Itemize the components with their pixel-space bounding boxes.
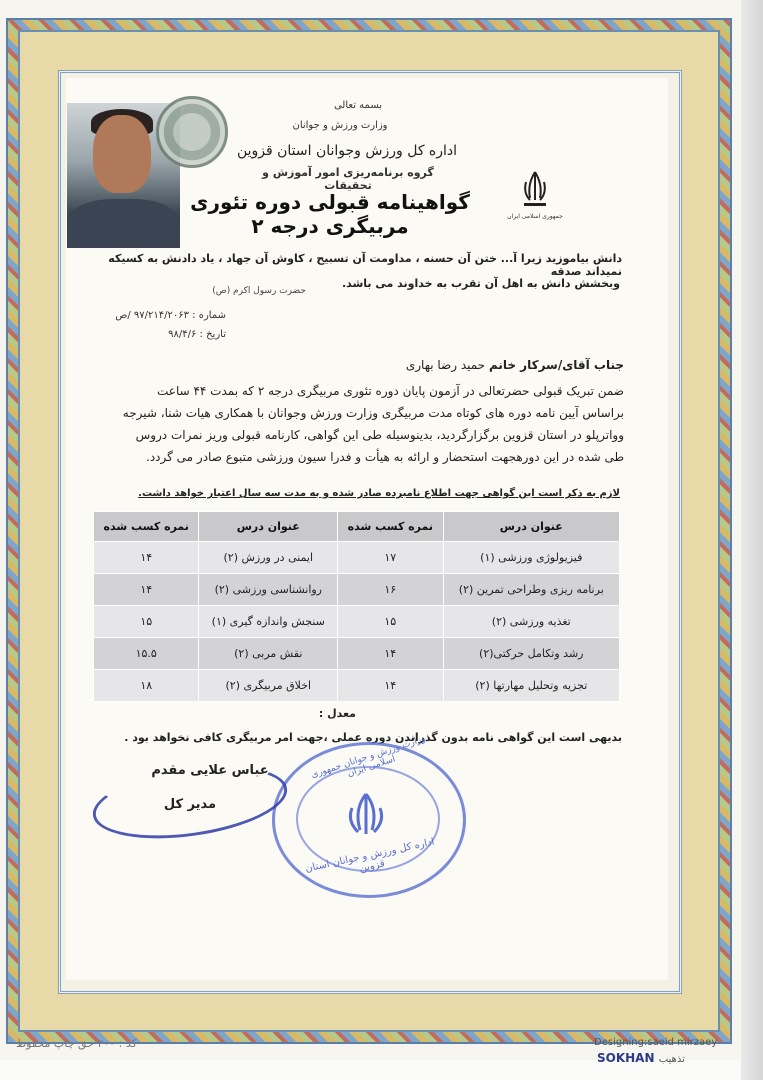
- grades-header-row: [94, 512, 620, 542]
- brand-name: SOKHAN: [597, 1051, 655, 1065]
- col-score-2: نمره کسب شده: [94, 512, 199, 542]
- score-cell: ۱۴: [94, 574, 199, 606]
- hadith-line-1: دانش بیاموزید زیرا آ... ختن آن حسنه ، مداومت آن تسبیح ، کاوش آن جهاد ، یاد دادنش به کسیکه نمیداند صدقه: [108, 252, 622, 278]
- stamp-text-bottom: اداره کل ورزش و جوانان استان قزوین: [304, 836, 436, 875]
- designer-credit: Designing:saeid mirzaey: [594, 1037, 718, 1048]
- body-line-1: ضمن تبریک قبولی حضرتعالی در آزمون پایان دوره تئوری مربیگری درجه ۲ که بمدت ۴۴ ساعت: [157, 384, 624, 398]
- stamp-emblem-icon: [330, 790, 402, 842]
- course-cell: روانشناسی ورزشی (۲): [199, 574, 338, 606]
- letter-number: [86, 310, 226, 321]
- table-row: [94, 542, 620, 574]
- score-cell: ۱۵.۵: [94, 638, 199, 670]
- course-cell: اخلاق مربیگری (۲): [199, 670, 338, 702]
- print-code: کد : ۲۰۰ حق چاپ محفوظ: [16, 1037, 137, 1050]
- letter-date: [116, 329, 226, 340]
- emblem-caption: جمهوری اسلامی ایران: [507, 213, 563, 220]
- score-cell: ۱۵: [338, 606, 443, 638]
- hadith-attribution: حضرت رسول اکرم (ص): [212, 286, 306, 296]
- disclaimer: بدیهی است این گواهی نامه بدون گذراندن دوره عملی ،جهت امر مربیگری کافی نخواهد بود .: [124, 731, 622, 744]
- group-name: گروه برنامه‌ریزی امور آموزش و تحقیقات: [262, 166, 434, 192]
- certificate-title: گواهینامه قبولی دوره تئوری مربیگری درجه ۲: [190, 190, 470, 238]
- col-score-1: نمره کسب شده: [338, 512, 443, 542]
- validity-note: لازم به ذکر است این گواهی جهت اطلاع نامبرده صادر شده و به مدت سه سال اعتبار خواهد داشت.: [138, 488, 620, 499]
- course-cell: ایمنی در ورزش (۲): [199, 542, 338, 574]
- table-row: [94, 574, 620, 606]
- body-line-3: وواترپلو در استان قزوین برگزارگردید، بدینوسیله طی این گواهی، کارنامه قبولی وریز نمرات دروس: [135, 428, 624, 442]
- score-cell: ۱۴: [94, 542, 199, 574]
- score-cell: ۱۸: [94, 670, 199, 702]
- body-paragraph: [92, 380, 624, 468]
- embossed-seal: [156, 96, 228, 168]
- score-cell: ۱۵: [94, 606, 199, 638]
- course-cell: رشد وتکامل حرکتی(۲): [443, 638, 619, 670]
- course-cell: برنامه ریزی وطراحی تمرین (۲): [443, 574, 619, 606]
- score-cell: ۱۴: [338, 638, 443, 670]
- signatory-role: مدیر کل: [163, 797, 217, 812]
- course-cell: فیزیولوژی ورزشی (۱): [443, 542, 619, 574]
- average-label: معدل :: [318, 707, 356, 720]
- grades-table: [93, 511, 620, 702]
- hadith-line-2: وبخشش دانش به اهل آن تقرب به خداوند می باشد.: [341, 277, 620, 290]
- score-cell: ۱۴: [338, 670, 443, 702]
- recipient-name: حمید رضا بهاری: [405, 358, 486, 372]
- salutation: جناب آقای/سرکار خانم: [488, 358, 624, 372]
- body-line-2: براساس آیین نامه دوره های کوتاه مدت مربیگری وزارت ورزش وجوانان با همکاری هیات شنا، شیرجه: [122, 406, 624, 420]
- ministry-name: وزارت ورزش و جوانان: [292, 120, 388, 131]
- brand-suffix: تذهیب: [658, 1054, 685, 1065]
- number-value: ۹۷/۲۱۴/۲۰۶۳ /ص: [115, 310, 189, 321]
- recipient-line: [320, 358, 624, 372]
- body-line-4: طی شده در این دورهجهت استحضار و ارائه به هیأت و فدرا سیون ورزشی متبوع صادر می گردد.: [146, 450, 624, 464]
- course-cell: تجزیه وتحلیل مهارتها (۲): [443, 670, 619, 702]
- col-course-2: عنوان درس: [199, 512, 338, 542]
- department-name: اداره کل ورزش وجوانان استان قزوین: [236, 143, 458, 159]
- stamp-text-top: وزارت ورزش و جوانان جمهوری اسلامی ایران: [310, 734, 427, 781]
- course-cell: سنجش واندازه گیری (۱): [199, 606, 338, 638]
- basmala: بسمه تعالی: [333, 100, 383, 111]
- number-label: شماره :: [192, 310, 226, 321]
- table-row: [94, 638, 620, 670]
- table-row: [94, 606, 620, 638]
- score-cell: ۱۷: [338, 542, 443, 574]
- score-cell: ۱۶: [338, 574, 443, 606]
- date-value: ۹۸/۴/۶: [168, 329, 197, 340]
- course-cell: نقش مربی (۲): [199, 638, 338, 670]
- col-course-1: عنوان درس: [443, 512, 619, 542]
- iran-emblem-icon: [516, 168, 554, 212]
- table-row: [94, 670, 620, 702]
- date-label: تاریخ :: [199, 329, 226, 340]
- course-cell: تغذیه ورزشی (۲): [443, 606, 619, 638]
- signatory-name: عباس علایی مقدم: [151, 763, 269, 778]
- scan-edge: [741, 0, 763, 1080]
- brand-logo: [597, 1051, 685, 1065]
